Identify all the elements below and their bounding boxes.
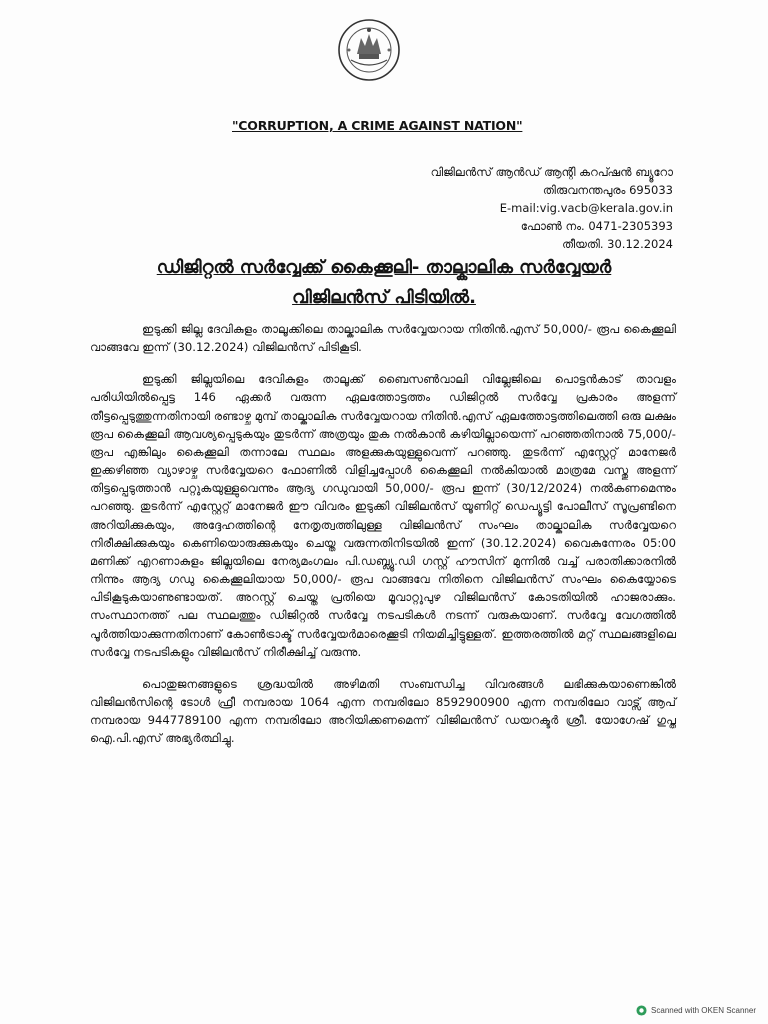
lead-paragraph: ഇടുക്കി ജില്ല ദേവികുളം താലൂക്കിലെ താല്കാലിക സർവ്വേയറായ നിതിൻ.എസ് 50,000/- രൂപ കൈക്കൂലി വാങ്ങവേ ഇന്ന് (30.12.2024) വിജിലൻസ് പിടികൂടി.: [90, 322, 676, 355]
press-release-date: തീയതി. 30.12.2024: [562, 237, 673, 251]
headline-line-2: വിജിലൻസ് പിടിയിൽ.: [292, 287, 476, 308]
office-name: വിജിലൻസ് ആൻഡ് ആന്റി കറപ്ഷൻ ബ്യൂറോ: [430, 165, 673, 179]
office-address-block: [431, 163, 673, 253]
scanner-text: Scanned with OKEN Scanner: [651, 1006, 756, 1015]
scanner-watermark: [636, 1005, 756, 1016]
okenscanner-logo-icon: [636, 1005, 647, 1016]
kerala-government-emblem-icon: [337, 18, 401, 82]
office-phone: ഫോൺ നം. 0471-2305393: [520, 219, 673, 233]
press-release-body: [90, 320, 676, 747]
press-release-headline: [60, 253, 708, 313]
main-paragraph: ഇടുക്കി ജില്ലയിലെ ദേവികുളം താലൂക്ക് ബൈസൺവാലി വില്ലേജിലെ പൊട്ടൻകാട് താവളം പരിധിയിൽപ്പെട്ട 146 ഏക്കർ വരുന്ന ഏലത്തോട്ടത്തം ഡിജിറ്റൽ സർവ്വേ പ്രകാരം അളന്ന് തീട്ടപ്പെടുത്തുന്നതിനായി രണ്ടാഴ്ച മുമ്പ് താല്കാലിക സർവ്വേയറായ നിതിൻ.എസ് ഏലത്തോട്ടത്തിലെത്തി ഒരു ലക്ഷം രൂപ കൈക്കൂലി ആവശ്യപ്പെടുകയും തുടർന്ന് അത്രയും തുക നൽകാൻ കഴിയില്ലായെന്ന് പറഞ്ഞതിനാൽ 75,000/- രൂപ എങ്കിലും കൈക്കൂലി തന്നാലേ സ്ഥലം അളക്കുകയുള്ളുവെന്ന് പറഞ്ഞു. തുടർന്ന് എസ്റ്റേറ്റ് മാനേജർ ഇക്കഴിഞ്ഞ വ്യാഴാഴ്ച സർവ്വേയറെ ഫോണിൽ വിളിച്ചപ്പോൾ കൈക്കൂലി നൽകിയാൽ മാത്രമേ വസ്തു അളന്ന് തിട്ടപ്പെടുത്താൻ പറ്റുകയുള്ളുവെന്നും ആദ്യ ഗഡുവായി 50,000/- രൂപ ഇന്ന് (30/12/2024) നൽകണമെന്നും പറഞ്ഞു. തുടർന്ന് എസ്റ്റേറ്റ് മാനേജർ ഈ വിവരം ഇടുക്കി വിജിലൻസ് യൂണിറ്റ് ഡെപ്യൂട്ടി പോലീസ് സൂപ്രണ്ടിനെ അറിയിക്കുകയും, അദ്ദേഹത്തിന്റെ നേതൃത്വത്തിലുള്ള വിജിലൻസ് സംഘം താല്കാലിക സർവ്വേയറെ നിരീക്ഷിക്കുകയും കെണിയൊരുക്കുകയും ചെയ്ത വരുന്നതിനിടയിൽ ഇന്ന് (30.12.2024) വൈകുന്നേരം 05:00 മണിക്ക് എറണാകുളം ജില്ലയിലെ നേര്യമംഗലം പി.ഡബ്ല്യൂ.ഡി ഗസ്റ്റ് ഹൗസിന് മുന്നിൽ വച്ച് പരാതിക്കാരനിൽ നിന്നും ആദ്യ ഗഡു കൈക്കൂലിയായ 50,000/- രൂപ വാങ്ങവേ നിതിനെ വിജിലൻസ് സംഘം കൈയ്യോടെ പിടികൂടുകയാണുണ്ടായത്. അറസ്റ്റ് ചെയ്ത പ്രതിയെ മൂവാറ്റുപുഴ വിജിലൻസ് കോടതിയിൽ ഹാജരാക്കും. സംസ്ഥാനത്ത് പല സ്ഥലത്തും ഡിജിറ്റൽ സർവ്വേ നടപടികൾ നടന്ന് വരുകയാണ്. സർവ്വേ വേഗത്തിൽ പൂർത്തിയാക്കുന്നതിനാണ് കോൺട്രാക്ട് സർവ്വേയർമാരെക്കൂടി നിയമിച്ചിട്ടുള്ളത്. ഇത്തരത്തിൽ മറ്റ് സ്ഥലങ്ങളിലെ സർവ്വേ നടപടികളും വിജിലൻസ് നിരീക്ഷിച്ച് വരുന്നു.: [90, 372, 676, 659]
slogan: "CORRUPTION, A CRIME AGAINST NATION": [232, 118, 523, 133]
headline-line-1: ഡിജിറ്റൽ സർവ്വേക്ക് കൈക്കൂലി- താല്കാലിക സർവ്വേയർ: [156, 257, 612, 278]
office-email: E-mail:vig.vacb@kerala.gov.in: [499, 201, 673, 215]
office-city: തിരുവനന്തപുരം 695033: [542, 183, 673, 197]
closing-paragraph: പൊതുജനങ്ങളുടെ ശ്രദ്ധയിൽ അഴിമതി സംബന്ധിച്ച വിവരങ്ങൾ ലഭിക്കുകയാണെങ്കിൽ വിജിലൻസിന്റെ ടോൾ ഫ്രീ നമ്പരായ 1064 എന്ന നമ്പരിലോ 8592900900 എന്ന നമ്പരിലോ വാട്സ് ആപ് നമ്പരായ 9447789100 എന്ന നമ്പരിലോ അറിയിക്കണമെന്ന് വിജിലൻസ് ഡയറക്ടർ ശ്രീ. യോഗേഷ് ഗുപ്ത ഐ.പി.എസ് അഭ്യർത്ഥിച്ചു.: [90, 676, 676, 746]
